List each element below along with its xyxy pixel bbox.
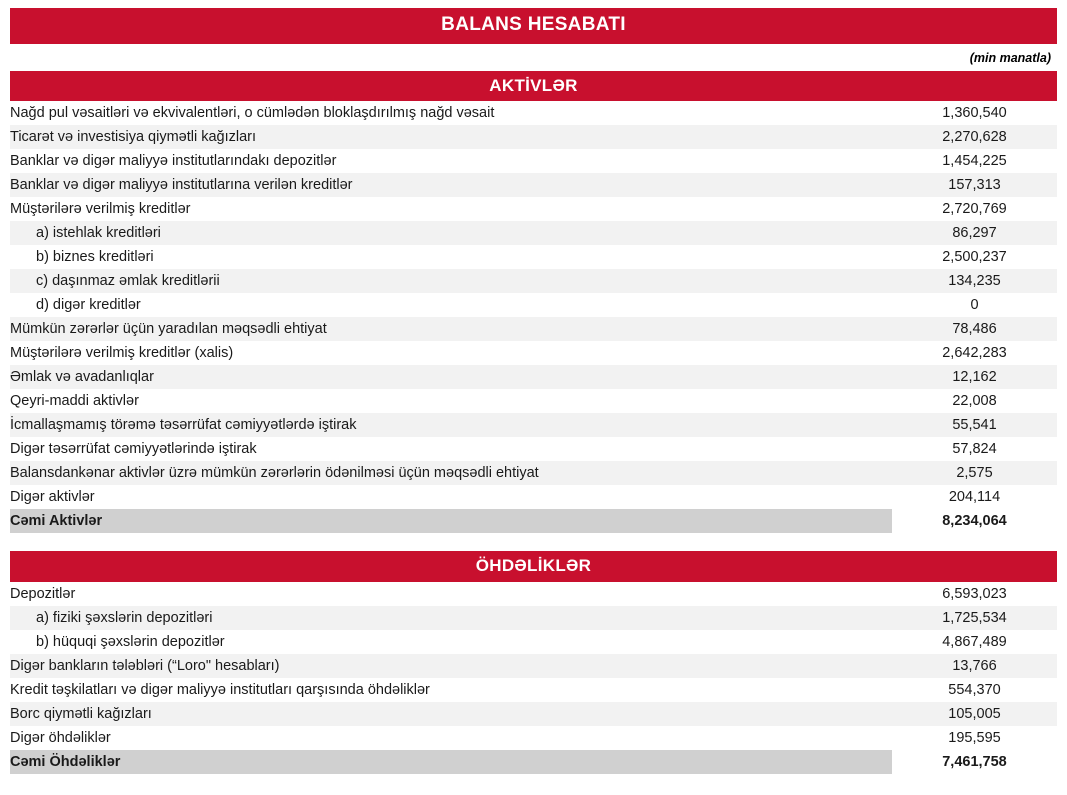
row-value: 1,454,225 [892, 149, 1057, 173]
row-value: 2,642,283 [892, 341, 1057, 365]
row-label: İcmallaşmamış törəmə təsərrüfat cəmiyyətlərdə iştirak [10, 413, 892, 437]
row-label: Digər aktivlər [10, 485, 892, 509]
row-label: Müştərilərə verilmiş kreditlər (xalis) [10, 341, 892, 365]
row-label: Banklar və digər maliyyə institutlarına verilən kreditlər [10, 173, 892, 197]
row-value: 0 [892, 293, 1057, 317]
table-row [10, 293, 1057, 317]
row-value: 105,005 [892, 702, 1057, 726]
table-row [10, 726, 1057, 750]
page-title: BALANS HESABATI [10, 8, 1057, 44]
table-row [10, 702, 1057, 726]
table-row [10, 389, 1057, 413]
row-label: Cəmi Aktivlər [10, 509, 892, 533]
table-row [10, 101, 1057, 125]
row-value: 7,461,758 [892, 750, 1057, 774]
row-label: Ticarət və investisiya qiymətli kağızları [10, 125, 892, 149]
row-value: 2,270,628 [892, 125, 1057, 149]
row-value: 1,360,540 [892, 101, 1057, 125]
row-value: 2,500,237 [892, 245, 1057, 269]
row-value: 4,867,489 [892, 630, 1057, 654]
table-row [10, 606, 1057, 630]
table-row [10, 221, 1057, 245]
table-row-total [10, 750, 1057, 774]
row-value: 2,720,769 [892, 197, 1057, 221]
table-row [10, 485, 1057, 509]
row-value: 157,313 [892, 173, 1057, 197]
row-label: Kredit təşkilatları və digər maliyyə institutları qarşısında öhdəliklər [10, 678, 892, 702]
table-row [10, 437, 1057, 461]
row-value: 6,593,023 [892, 582, 1057, 606]
table-row [10, 245, 1057, 269]
liabilities-table-body [10, 582, 1057, 774]
table-row [10, 269, 1057, 293]
table-row [10, 341, 1057, 365]
assets-section [10, 71, 1057, 534]
table-row [10, 149, 1057, 173]
table-row [10, 654, 1057, 678]
row-value: 1,725,534 [892, 606, 1057, 630]
row-label: Banklar və digər maliyyə institutlarındakı depozitlər [10, 149, 892, 173]
row-label: Digər təsərrüfat cəmiyyətlərində iştirak [10, 437, 892, 461]
row-value: 78,486 [892, 317, 1057, 341]
assets-table-body [10, 101, 1057, 533]
liabilities-section [10, 551, 1057, 774]
units-label: (min manatla) [969, 50, 1051, 65]
table-row [10, 630, 1057, 654]
row-label: b) biznes kreditləri [10, 245, 892, 269]
row-label: Borc qiymətli kağızları [10, 702, 892, 726]
row-value: 13,766 [892, 654, 1057, 678]
table-row [10, 582, 1057, 606]
row-label: c) daşınmaz əmlak kreditlərii [10, 269, 892, 293]
row-value: 22,008 [892, 389, 1057, 413]
row-label: Cəmi Öhdəliklər [10, 750, 892, 774]
row-label: b) hüquqi şəxslərin depozitlər [10, 630, 892, 654]
table-row [10, 317, 1057, 341]
row-value: 2,575 [892, 461, 1057, 485]
row-value: 204,114 [892, 485, 1057, 509]
row-label: a) istehlak kreditləri [10, 221, 892, 245]
row-value: 554,370 [892, 678, 1057, 702]
table-row [10, 125, 1057, 149]
row-label: d) digər kreditlər [10, 293, 892, 317]
row-label: a) fiziki şəxslərin depozitləri [10, 606, 892, 630]
row-value: 86,297 [892, 221, 1057, 245]
table-row-total [10, 509, 1057, 533]
row-label: Balansdankənar aktivlər üzrə mümkün zərərlərin ödənilməsi üçün məqsədli ehtiyat [10, 461, 892, 485]
row-label: Digər bankların tələbləri (“Loro" hesabları) [10, 654, 892, 678]
row-value: 195,595 [892, 726, 1057, 750]
row-value: 57,824 [892, 437, 1057, 461]
row-value: 55,541 [892, 413, 1057, 437]
row-label: Müştərilərə verilmiş kreditlər [10, 197, 892, 221]
section-spacer [10, 533, 1057, 551]
table-row [10, 678, 1057, 702]
assets-section-heading: AKTİVLƏR [10, 71, 1057, 102]
assets-table [10, 101, 1057, 533]
liabilities-table [10, 582, 1057, 774]
row-label: Depozitlər [10, 582, 892, 606]
row-value: 12,162 [892, 365, 1057, 389]
table-row [10, 461, 1057, 485]
table-row [10, 413, 1057, 437]
row-label: Nağd pul vəsaitləri və ekvivalentləri, o cümlədən bloklaşdırılmış nağd vəsait [10, 101, 892, 125]
row-value: 8,234,064 [892, 509, 1057, 533]
row-label: Mümkün zərərlər üçün yaradılan məqsədli ehtiyat [10, 317, 892, 341]
row-value: 134,235 [892, 269, 1057, 293]
row-label: Digər öhdəliklər [10, 726, 892, 750]
table-row [10, 173, 1057, 197]
row-label: Əmlak və avadanlıqlar [10, 365, 892, 389]
table-row [10, 197, 1057, 221]
liabilities-section-heading: ÖHDƏLİKLƏR [10, 551, 1057, 582]
table-row [10, 365, 1057, 389]
row-label: Qeyri-maddi aktivlər [10, 389, 892, 413]
